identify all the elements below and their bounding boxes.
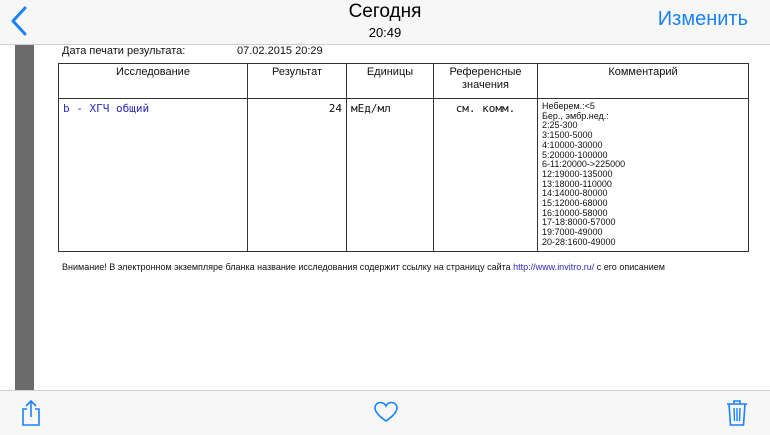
trash-icon [726, 399, 748, 427]
result-value: 24 [248, 99, 347, 252]
header-result: Результат [248, 64, 347, 99]
header-reference: Референсные значения [434, 64, 538, 99]
navigation-bar [0, 0, 770, 45]
table-header-row [59, 64, 749, 99]
comment-line: 2:25-300 [542, 120, 578, 131]
comment-line: 14:14000-80000 [542, 188, 608, 199]
comment-line: 3:1500-5000 [542, 130, 593, 141]
comment-line: 17-18:8000-57000 [542, 217, 616, 228]
test-name-link[interactable]: b - ХГЧ общий [59, 99, 248, 252]
header-comment: Комментарий [538, 64, 749, 99]
delete-button[interactable] [726, 399, 748, 432]
heart-icon [373, 401, 399, 423]
edit-button[interactable]: Изменить [657, 8, 748, 30]
document-viewer[interactable] [0, 45, 770, 390]
bottom-toolbar [0, 390, 770, 435]
notice-link[interactable]: http://www.invitro.ru/ [513, 262, 595, 272]
page-edge [15, 45, 34, 390]
share-button[interactable] [20, 399, 42, 432]
notice-suffix: с его описанием [596, 262, 665, 272]
comment-line: 6-11:20000->225000 [542, 159, 626, 170]
share-icon [20, 399, 42, 427]
print-date-value: 07.02.2015 20:29 [237, 45, 323, 57]
comment-line: 5:20000-100000 [542, 149, 608, 160]
header-units: Единицы [347, 64, 434, 99]
table-row [59, 99, 749, 252]
notice [62, 262, 665, 272]
header-test: Исследование [59, 64, 248, 99]
favorite-button[interactable] [373, 401, 399, 428]
units-value: мЕд/мл [347, 99, 434, 252]
results-table [58, 63, 749, 252]
print-date-label: Дата печати результата: [62, 45, 186, 57]
comment-line: 12:19000-135000 [542, 168, 613, 179]
comment-line: 13:18000-110000 [542, 178, 612, 189]
comment-line: 16:10000-58000 [542, 207, 608, 218]
comment-line: 4:10000-30000 [542, 139, 603, 150]
notice-text: Внимание! В электронном экземпляре бланка название исследования содержит ссылку на страницу сайта [62, 262, 511, 272]
nav-subtitle: 20:49 [368, 25, 402, 40]
comment-cell [538, 99, 749, 252]
reference-value: см. комм. [434, 99, 538, 252]
comment-line: 20-28:1600-49000 [542, 236, 616, 247]
nav-title: Сегодня [348, 1, 422, 22]
comment-line: Бер., эмбр.нед.: [542, 110, 609, 121]
comment-line: Неберем.:<5 [542, 101, 595, 111]
comment-line: 15:12000-68000 [542, 198, 608, 209]
print-date-row [62, 45, 323, 57]
comment-line: 19:7000-49000 [542, 227, 603, 238]
